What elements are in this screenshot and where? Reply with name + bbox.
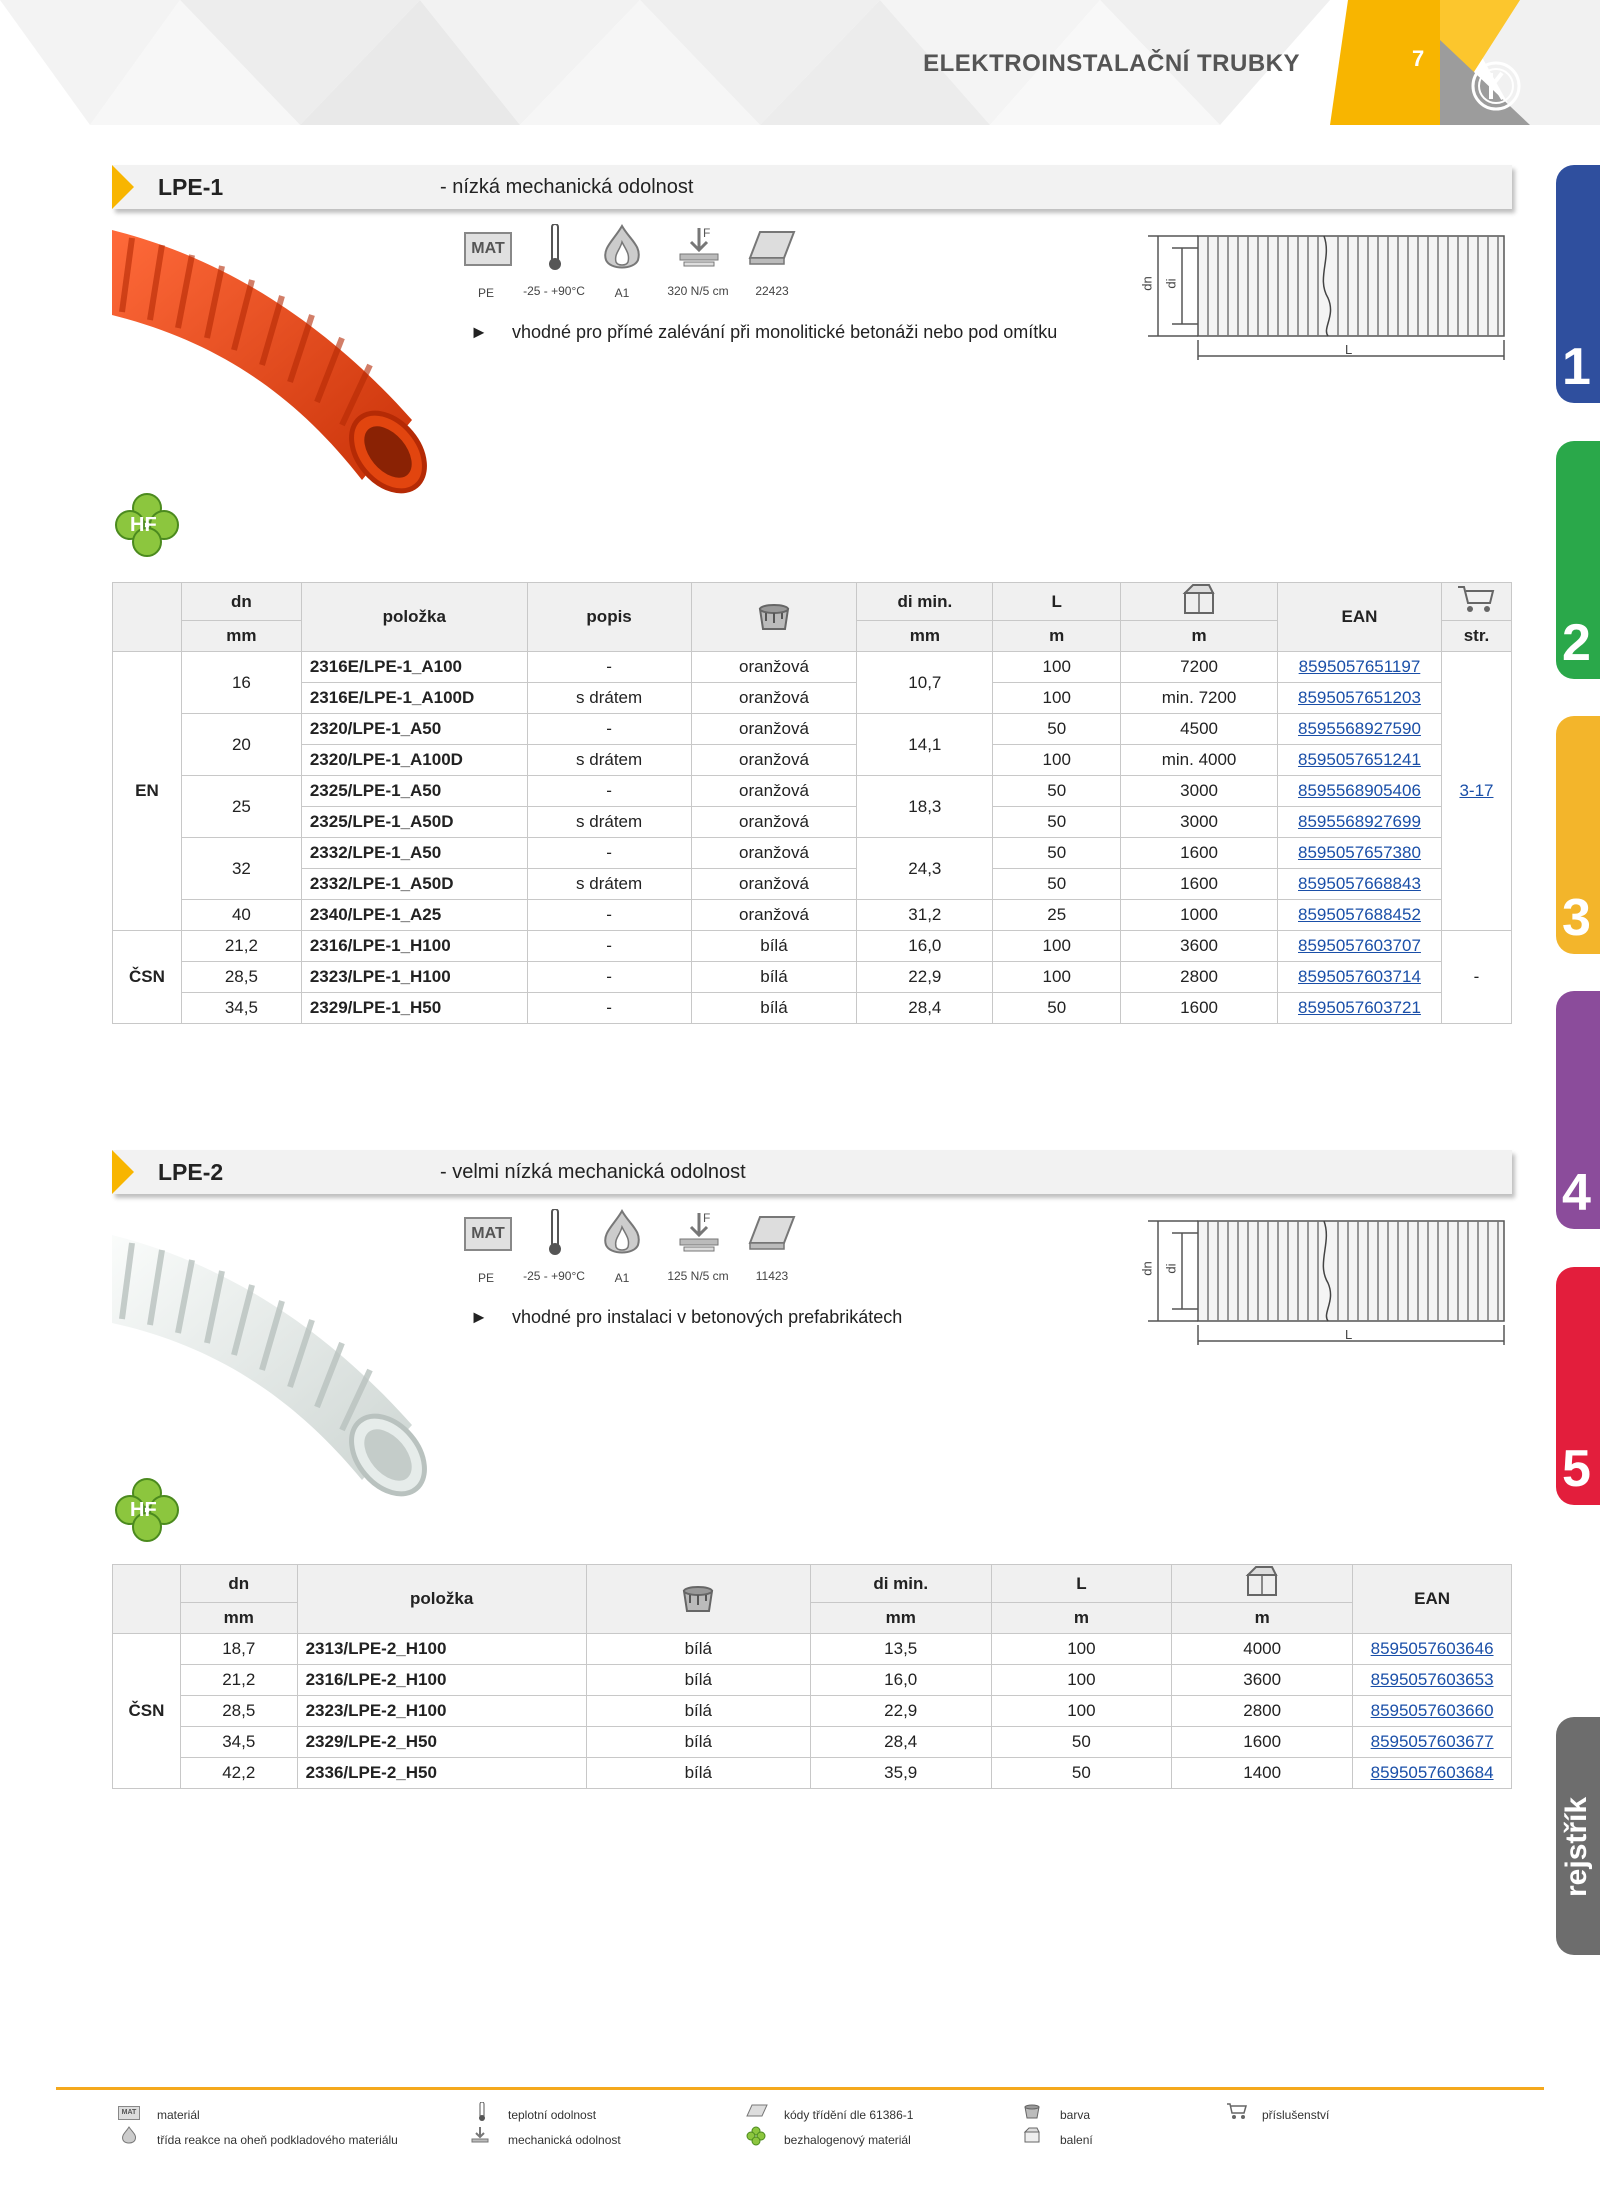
cell-dn: 28,5 xyxy=(180,1696,297,1727)
legend-package-icon xyxy=(1022,2126,1042,2149)
cell-color: bílá xyxy=(586,1758,810,1789)
cell-package: 4500 xyxy=(1121,714,1278,745)
cell-dn: 16 xyxy=(181,652,301,714)
cell-length: 50 xyxy=(991,1727,1172,1758)
cell-dn: 34,5 xyxy=(180,1727,297,1758)
header-ean: EAN xyxy=(1353,1565,1512,1634)
classification-code-icon xyxy=(748,228,796,273)
cell-item: 2325/LPE-1_A50 xyxy=(301,776,527,807)
header-item: položka xyxy=(301,583,527,652)
table-row xyxy=(113,869,1512,900)
cell-item: 2323/LPE-2_H100 xyxy=(297,1696,586,1727)
cell-di: 35,9 xyxy=(810,1758,991,1789)
di-label: di xyxy=(1163,278,1179,289)
table-row xyxy=(113,838,1512,869)
cell-description: - xyxy=(527,652,691,683)
material-icon: MAT xyxy=(464,232,512,266)
company-logo-icon xyxy=(1470,60,1522,112)
cell-length: 100 xyxy=(993,931,1121,962)
ean-link[interactable]: 8595057688452 xyxy=(1278,900,1442,931)
cell-package: 3000 xyxy=(1121,776,1278,807)
unit-di: mm xyxy=(810,1603,991,1634)
cell-color: bílá xyxy=(691,931,857,962)
tab-chapter-5[interactable] xyxy=(1556,1267,1600,1505)
cell-item: 2340/LPE-1_A25 xyxy=(301,900,527,931)
ean-link[interactable]: 8595057651203 xyxy=(1278,683,1442,714)
ean-link[interactable]: 8595057603646 xyxy=(1353,1634,1512,1665)
fire-class-icon xyxy=(600,224,644,277)
header-length: L xyxy=(991,1565,1172,1603)
cell-item: 2316/LPE-2_H100 xyxy=(297,1665,586,1696)
mechanical-force-icon xyxy=(676,224,722,273)
page-number: 7 xyxy=(1412,46,1425,71)
unit-package: m xyxy=(1172,1603,1353,1634)
cell-item: 2323/LPE-1_H100 xyxy=(301,962,527,993)
ean-link[interactable]: 8595057603684 xyxy=(1353,1758,1512,1789)
material-value: PE xyxy=(477,286,494,300)
section-arrow-icon xyxy=(112,165,134,214)
cell-package: 1000 xyxy=(1121,900,1278,931)
cell-length: 50 xyxy=(993,838,1121,869)
legend-thermometer-icon xyxy=(478,2102,486,2127)
cell-dn: 20 xyxy=(181,714,301,776)
cell-description: - xyxy=(527,962,691,993)
bullet-arrow-icon: ► xyxy=(470,322,488,342)
tab-label: rejstřík xyxy=(1560,1796,1593,1897)
tab-label: 3 xyxy=(1562,889,1591,947)
cell-di: 14,1 xyxy=(857,714,993,776)
ean-link[interactable]: 8595057603707 xyxy=(1278,931,1442,962)
accessories-page-link[interactable]: 3-17 xyxy=(1441,652,1511,931)
legend-code-icon xyxy=(746,2104,768,2125)
force-label: F xyxy=(703,1211,711,1225)
fire-class-value: A1 xyxy=(614,286,630,300)
force-value: 320 N/5 cm xyxy=(667,284,729,298)
cell-di: 31,2 xyxy=(857,900,993,931)
table-row xyxy=(113,745,1512,776)
cell-color: bílá xyxy=(586,1634,810,1665)
unit-page: str. xyxy=(1441,621,1511,652)
cell-di: 16,0 xyxy=(857,931,993,962)
dn-label: dn xyxy=(1139,276,1155,291)
usage-note: vhodné pro přímé zalévání při monolitické betonáži nebo pod omítku xyxy=(512,322,1058,342)
cell-item: 2336/LPE-2_H50 xyxy=(297,1758,586,1789)
force-label: F xyxy=(703,226,711,240)
unit-length: m xyxy=(993,621,1121,652)
cell-di: 22,9 xyxy=(810,1696,991,1727)
ean-link[interactable]: 8595057668843 xyxy=(1278,869,1442,900)
header-ean: EAN xyxy=(1278,583,1442,652)
header-description: popis xyxy=(527,583,691,652)
cell-description: s drátem xyxy=(527,745,691,776)
cell-package: 3600 xyxy=(1121,931,1278,962)
table-row xyxy=(113,1727,1512,1758)
cell-length: 50 xyxy=(993,776,1121,807)
cell-package: 7200 xyxy=(1121,652,1278,683)
thermometer-icon xyxy=(548,1209,562,1262)
material-icon: MAT xyxy=(464,1217,512,1251)
table-row xyxy=(113,807,1512,838)
legend-fire: třída reakce na oheň podkladového materiálu xyxy=(157,2133,398,2147)
length-label: L xyxy=(1345,1327,1353,1342)
cell-color: bílá xyxy=(691,962,857,993)
legend-package: balení xyxy=(1060,2133,1093,2147)
product-table-lpe2 xyxy=(112,1564,1512,1789)
cell-package: 1600 xyxy=(1172,1727,1353,1758)
cell-color: oranžová xyxy=(691,900,857,931)
cell-length: 50 xyxy=(993,714,1121,745)
unit-dn: mm xyxy=(181,621,301,652)
legend-fire-icon xyxy=(120,2126,138,2149)
bullet-arrow-icon: ► xyxy=(470,1307,488,1327)
package-box-icon xyxy=(1179,583,1219,615)
unit-dn: mm xyxy=(180,1603,297,1634)
tab-index[interactable] xyxy=(1556,1717,1600,1955)
legend-cart-icon xyxy=(1226,2102,1248,2125)
cell-description: s drátem xyxy=(527,683,691,714)
tab-label: 5 xyxy=(1562,1440,1591,1498)
header-length: L xyxy=(993,583,1121,621)
classification-code-icon xyxy=(748,1213,796,1258)
cell-color: oranžová xyxy=(691,869,857,900)
cell-package: 1400 xyxy=(1172,1758,1353,1789)
cell-length: 100 xyxy=(993,683,1121,714)
ean-link[interactable]: 8595568927699 xyxy=(1278,807,1442,838)
cell-package: 1600 xyxy=(1121,869,1278,900)
cell-color: bílá xyxy=(586,1727,810,1758)
table-row xyxy=(113,962,1512,993)
legend-temperature: teplotní odolnost xyxy=(508,2108,597,2122)
tube-dimension-diagram xyxy=(1138,1213,1518,1353)
cell-color: oranžová xyxy=(691,683,857,714)
cell-length: 50 xyxy=(993,869,1121,900)
cell-item: 2320/LPE-1_A50 xyxy=(301,714,527,745)
unit-package: m xyxy=(1121,621,1278,652)
tab-chapter-3[interactable] xyxy=(1556,716,1600,954)
cell-package: 1600 xyxy=(1121,838,1278,869)
tab-label: 2 xyxy=(1562,614,1591,672)
unit-di: mm xyxy=(857,621,993,652)
section-header-bar xyxy=(112,1150,1512,1194)
cell-length: 100 xyxy=(991,1634,1172,1665)
table-row xyxy=(113,1758,1512,1789)
cell-color: oranžová xyxy=(691,714,857,745)
unit-length: m xyxy=(991,1603,1172,1634)
ean-link[interactable]: 8595057651197 xyxy=(1278,652,1442,683)
shopping-cart-icon xyxy=(1456,583,1496,615)
paint-bucket-icon xyxy=(678,1581,718,1613)
tab-chapter-2[interactable] xyxy=(1556,441,1600,679)
cell-length: 25 xyxy=(993,900,1121,931)
section-description: - velmi nízká mechanická odolnost xyxy=(440,1161,746,1183)
cell-di: 24,3 xyxy=(857,838,993,900)
page-badge xyxy=(1330,0,1450,125)
legend-halogen-free: bezhalogenový materiál xyxy=(784,2133,911,2147)
legend-material-icon: MAT xyxy=(118,2106,140,2120)
cell-item: 2313/LPE-2_H100 xyxy=(297,1634,586,1665)
table-row xyxy=(113,652,1512,683)
cell-description: s drátem xyxy=(527,807,691,838)
ean-link[interactable]: 8595057603677 xyxy=(1353,1727,1512,1758)
table-row xyxy=(113,1634,1512,1665)
dn-label: dn xyxy=(1139,1261,1155,1276)
cell-di: 28,4 xyxy=(810,1727,991,1758)
cell-length: 100 xyxy=(991,1665,1172,1696)
header-accessories xyxy=(1441,583,1511,621)
table-row xyxy=(113,931,1512,962)
header-item: položka xyxy=(297,1565,586,1634)
table-row xyxy=(113,714,1512,745)
cell-di: 18,3 xyxy=(857,776,993,838)
group-standard: ČSN xyxy=(113,1634,181,1789)
table-row xyxy=(113,993,1512,1024)
legend-material: materiál xyxy=(157,2108,200,2122)
halogen-free-icon xyxy=(112,490,182,560)
cell-item: 2320/LPE-1_A100D xyxy=(301,745,527,776)
cell-length: 100 xyxy=(993,962,1121,993)
header-title: ELEKTROINSTALAČNÍ TRUBKY xyxy=(923,50,1300,77)
cell-di: 22,9 xyxy=(857,962,993,993)
cell-description: - xyxy=(527,776,691,807)
force-value: 125 N/5 cm xyxy=(667,1269,729,1283)
cell-color: bílá xyxy=(586,1665,810,1696)
ean-link[interactable]: 8595568927590 xyxy=(1278,714,1442,745)
ean-link[interactable]: 8595057651241 xyxy=(1278,745,1442,776)
legend-color: barva xyxy=(1060,2108,1091,2122)
header-dn: dn xyxy=(180,1565,297,1603)
di-label: di xyxy=(1163,1263,1179,1274)
tab-chapter-4[interactable] xyxy=(1556,991,1600,1229)
cell-di: 28,4 xyxy=(857,993,993,1024)
tab-label: 1 xyxy=(1562,338,1591,396)
ean-link[interactable]: 8595568905406 xyxy=(1278,776,1442,807)
cell-di: 16,0 xyxy=(810,1665,991,1696)
cell-package: 3000 xyxy=(1121,807,1278,838)
cell-item: 2316E/LPE-1_A100 xyxy=(301,652,527,683)
table-row xyxy=(113,1665,1512,1696)
header-dn: dn xyxy=(181,583,301,621)
table-row xyxy=(113,683,1512,714)
section-description: - nízká mechanická odolnost xyxy=(440,176,694,198)
cell-dn: 40 xyxy=(181,900,301,931)
ean-link[interactable]: 8595057603660 xyxy=(1353,1696,1512,1727)
cell-description: - xyxy=(527,714,691,745)
tab-chapter-1[interactable] xyxy=(1556,165,1600,403)
tab-label: 4 xyxy=(1562,1164,1591,1222)
hf-label: HF xyxy=(130,514,157,536)
header-empty xyxy=(113,1565,181,1634)
cell-item: 2332/LPE-1_A50D xyxy=(301,869,527,900)
group-standard: ČSN xyxy=(113,931,182,1024)
ean-link[interactable]: 8595057603721 xyxy=(1278,993,1442,1024)
group-standard: EN xyxy=(113,652,182,931)
section-title: LPE-1 xyxy=(158,174,224,200)
cell-color: oranžová xyxy=(691,776,857,807)
header-empty xyxy=(113,583,182,652)
cell-color: oranžová xyxy=(691,652,857,683)
legend-hf-icon xyxy=(746,2126,766,2151)
header-color xyxy=(691,583,857,652)
cell-dn: 28,5 xyxy=(181,962,301,993)
header-di-min: di min. xyxy=(857,583,993,621)
cell-dn: 21,2 xyxy=(180,1665,297,1696)
table-row xyxy=(113,776,1512,807)
tube-dimension-diagram xyxy=(1138,228,1518,368)
cell-color: bílá xyxy=(691,993,857,1024)
section-arrow-icon xyxy=(112,1150,134,1199)
section-title: LPE-2 xyxy=(158,1159,224,1185)
header-di-min: di min. xyxy=(810,1565,991,1603)
ean-link[interactable]: 8595057603653 xyxy=(1353,1665,1512,1696)
code-value: 22423 xyxy=(755,284,789,298)
cell-description: s drátem xyxy=(527,869,691,900)
ean-link[interactable]: 8595057603714 xyxy=(1278,962,1442,993)
cell-length: 100 xyxy=(993,745,1121,776)
cell-length: 50 xyxy=(993,807,1121,838)
header-package xyxy=(1172,1565,1353,1603)
cell-length: 50 xyxy=(991,1758,1172,1789)
cell-color: oranžová xyxy=(691,807,857,838)
cell-description: - xyxy=(527,993,691,1024)
cell-dn: 34,5 xyxy=(181,993,301,1024)
legend-paint-bucket-icon xyxy=(1022,2102,1042,2125)
material-value: PE xyxy=(477,1271,494,1285)
mechanical-force-icon xyxy=(676,1209,722,1258)
cell-color: bílá xyxy=(586,1696,810,1727)
cell-dn: 25 xyxy=(181,776,301,838)
table-row xyxy=(113,900,1512,931)
legend-accessories: příslušenství xyxy=(1262,2108,1330,2122)
cell-length: 100 xyxy=(991,1696,1172,1727)
package-box-icon xyxy=(1242,1565,1282,1597)
cell-item: 2325/LPE-1_A50D xyxy=(301,807,527,838)
cell-package: 4000 xyxy=(1172,1634,1353,1665)
cell-dn: 21,2 xyxy=(181,931,301,962)
paint-bucket-icon xyxy=(754,599,794,631)
cell-package: 2800 xyxy=(1121,962,1278,993)
cell-package: min. 7200 xyxy=(1121,683,1278,714)
cell-item: 2332/LPE-1_A50 xyxy=(301,838,527,869)
cell-package: 3600 xyxy=(1172,1665,1353,1696)
header-color xyxy=(586,1565,810,1634)
cell-dn: 32 xyxy=(181,838,301,900)
table-row xyxy=(113,1696,1512,1727)
cell-package: min. 4000 xyxy=(1121,745,1278,776)
cell-color: oranžová xyxy=(691,838,857,869)
thermometer-icon xyxy=(548,224,562,277)
ean-link[interactable]: 8595057657380 xyxy=(1278,838,1442,869)
temperature-value: -25 - +90°C xyxy=(523,1269,585,1283)
cell-package: 1600 xyxy=(1121,993,1278,1024)
cell-description: - xyxy=(527,900,691,931)
legend-codes: kódy třídění dle 61386-1 xyxy=(784,2108,914,2122)
header-package xyxy=(1121,583,1278,621)
hf-label: HF xyxy=(130,1499,157,1521)
cell-length: 50 xyxy=(993,993,1121,1024)
cell-item: 2316E/LPE-1_A100D xyxy=(301,683,527,714)
accessories-none: - xyxy=(1441,931,1511,1024)
cell-item: 2329/LPE-2_H50 xyxy=(297,1727,586,1758)
cell-item: 2316/LPE-1_H100 xyxy=(301,931,527,962)
cell-description: - xyxy=(527,838,691,869)
usage-note: vhodné pro instalaci v betonových prefabrikátech xyxy=(512,1307,903,1327)
legend-mechanical: mechanická odolnost xyxy=(508,2133,621,2147)
temperature-value: -25 - +90°C xyxy=(523,284,585,298)
cell-color: oranžová xyxy=(691,745,857,776)
cell-dn: 18,7 xyxy=(180,1634,297,1665)
cell-di: 13,5 xyxy=(810,1634,991,1665)
footer-divider xyxy=(56,2087,1544,2090)
section-header-bar xyxy=(112,165,1512,209)
cell-di: 10,7 xyxy=(857,652,993,714)
code-value: 11423 xyxy=(755,1269,789,1283)
fire-class-value: A1 xyxy=(614,1271,630,1285)
length-label: L xyxy=(1345,342,1353,357)
fire-class-icon xyxy=(600,1209,644,1262)
cell-dn: 42,2 xyxy=(180,1758,297,1789)
cell-description: - xyxy=(527,931,691,962)
product-table-lpe1 xyxy=(112,582,1512,1024)
cell-item: 2329/LPE-1_H50 xyxy=(301,993,527,1024)
halogen-free-icon xyxy=(112,1475,182,1545)
legend-force-icon xyxy=(470,2126,490,2149)
cell-package: 2800 xyxy=(1172,1696,1353,1727)
cell-length: 100 xyxy=(993,652,1121,683)
